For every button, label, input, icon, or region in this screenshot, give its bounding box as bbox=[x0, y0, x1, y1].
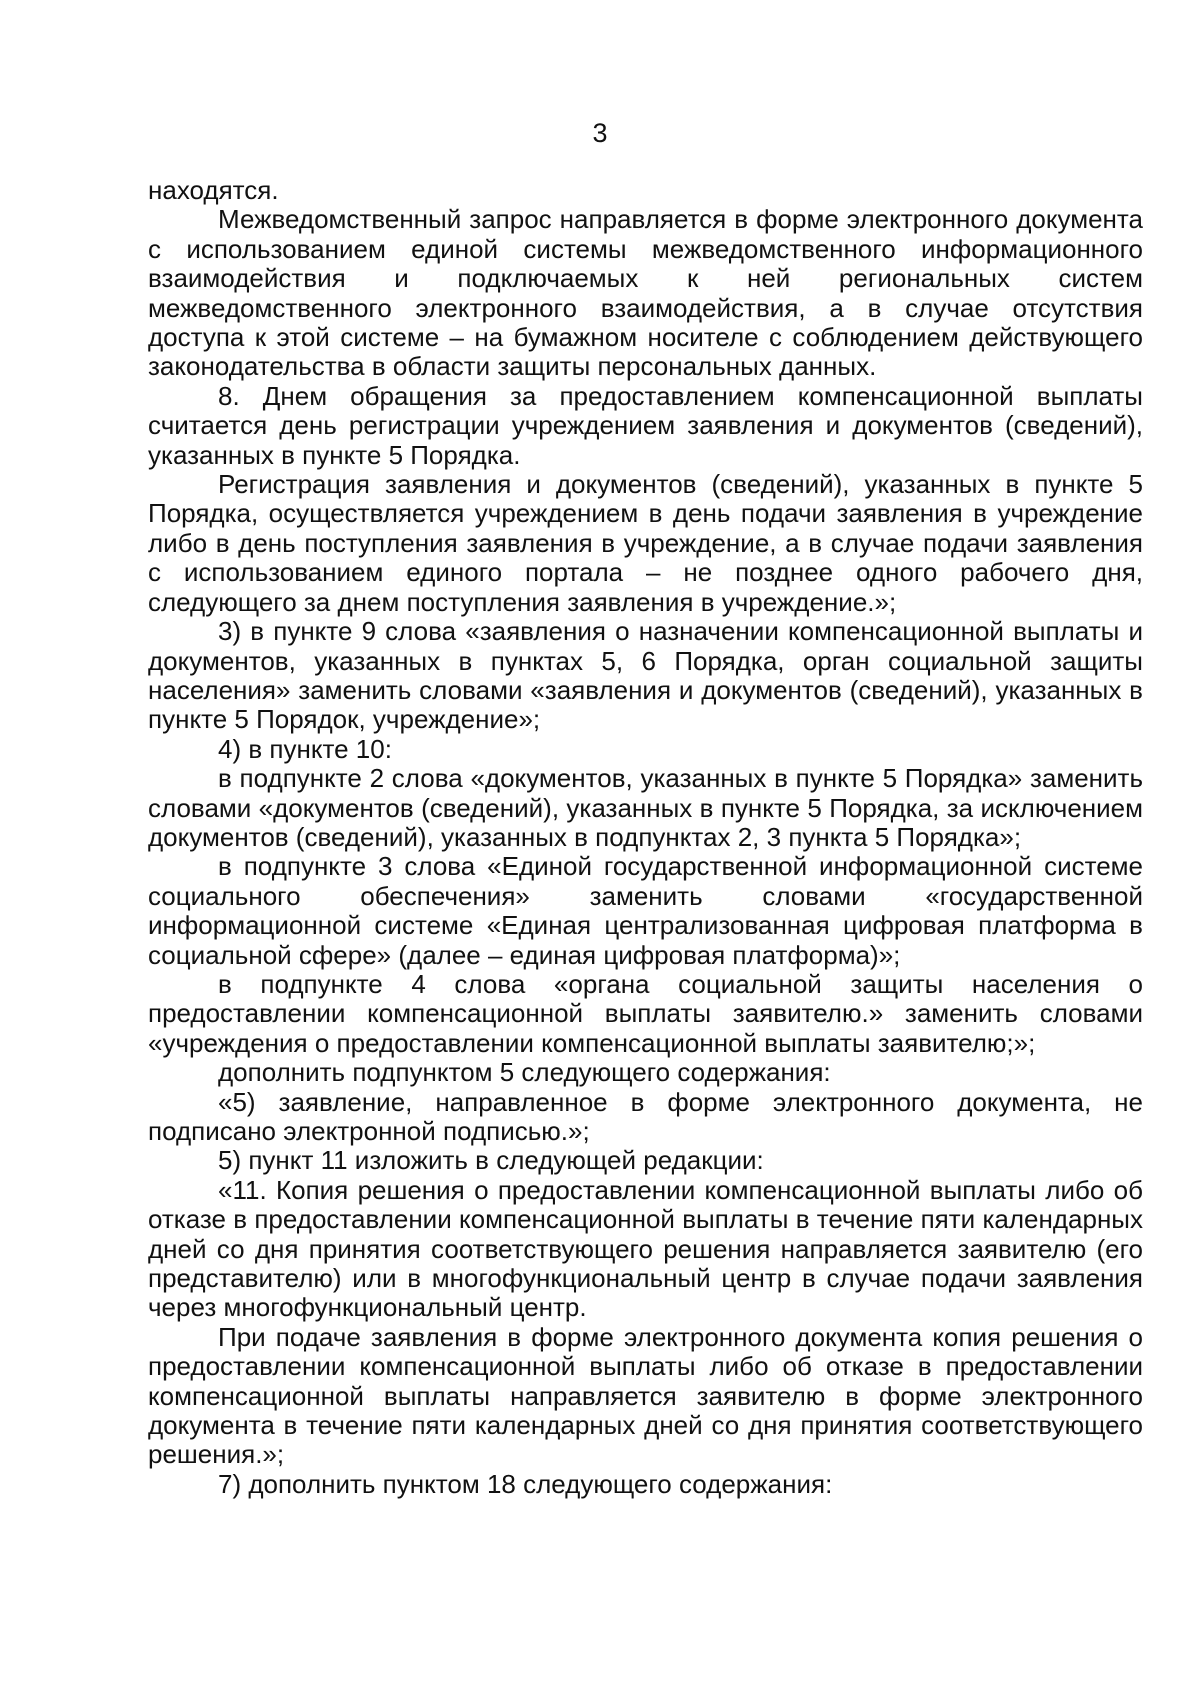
paragraph-subitem-3: в подпункте 3 слова «Единой государственной информационной системе социального обеспечения» заменить словами «государственной информационной системе «Единая централизованная цифровая платформа в социальной сфере» (далее – единая цифровая платформа)»; bbox=[148, 851, 1143, 970]
paragraph-subitem-5-text: «5) заявление, направленное в форме электронного документа, не подписано электронной подписью.»; bbox=[148, 1086, 1143, 1146]
paragraph-subitem-2: в подпункте 2 слова «документов, указанных в пункте 5 Порядка» заменить словами «документов (сведений), указанных в пункте 5 Порядка, за исключением документов (сведений), указанных в подпунктах 2, 3 пункта 5 Порядка»; bbox=[148, 763, 1143, 852]
paragraph-interdepartmental-request: Межведомственный запрос направляется в форме электронного документа с использованием единой системы межведомственного информационного взаимодействия и подключаемых к ней региональных систем межведомственного электронного взаимодействия, а в случае отсутствия доступа к этой системе – на бумажном носителе с соблюдением действующего законодательства в области защиты персональных данных. bbox=[148, 204, 1143, 382]
paragraph-amendment-5: 5) пункт 11 изложить в следующей редакции: bbox=[218, 1145, 764, 1176]
paragraph-electronic-submission: При подаче заявления в форме электронного документа копия решения о предоставлении компенсационной выплаты либо об отказе в предоставлении компенсационной выплаты направляется заявителю в форме электронного документа в течение пяти календарных дней со дня принятия соответствующего решения.»; bbox=[148, 1321, 1143, 1470]
paragraph-item-11: «11. Копия решения о предоставлении компенсационной выплаты либо об отказе в предоставлении компенсационной выплаты в течение пяти календарных дней со дня принятия соответствующего решения направляется заявителю (его представителю) или в многофункциональный центр в случае подачи заявления через многофункциональный центр. bbox=[148, 1174, 1143, 1323]
paragraph-amendment-4: 4) в пункте 10: bbox=[218, 733, 392, 764]
paragraph-item-8: 8. Днем обращения за предоставлением компенсационной выплаты считается день регистрации учреждением заявления и документов (сведений), указанных в пункте 5 Порядка. bbox=[148, 380, 1143, 470]
page-number: 3 bbox=[592, 118, 608, 148]
paragraph-registration: Регистрация заявления и документов (сведений), указанных в пункте 5 Порядка, осуществляется учреждением в день подачи заявления в учреждение либо в день поступления заявления в учреждение, а в случае подачи заявления с использованием единого портала – не позднее одного рабочего дня, следующего за днем поступления заявления в учреждение.»; bbox=[148, 469, 1143, 617]
document-body bbox=[148, 176, 1143, 1499]
paragraph-amendment-7: 7) дополнить пунктом 18 следующего содержания: bbox=[218, 1468, 833, 1499]
paragraph-subitem-4: в подпункте 4 слова «органа социальной защиты населения о предоставлении компенсационной выплаты заявителю.» заменить словами «учреждения о предоставлении компенсационной выплаты заявителю;»; bbox=[148, 968, 1143, 1058]
paragraph-continuation: находятся. bbox=[148, 175, 279, 205]
paragraph-amendment-3: 3) в пункте 9 слова «заявления о назначении компенсационной выплаты и документов, указанных в пунктах 5, 6 Порядка, орган социальной защиты населения» заменить словами «заявления и документов (сведений), указанных в пункте 5 Порядок, учреждение»; bbox=[148, 616, 1143, 735]
paragraph-add-subitem-5: дополнить подпунктом 5 следующего содержания: bbox=[218, 1057, 831, 1088]
